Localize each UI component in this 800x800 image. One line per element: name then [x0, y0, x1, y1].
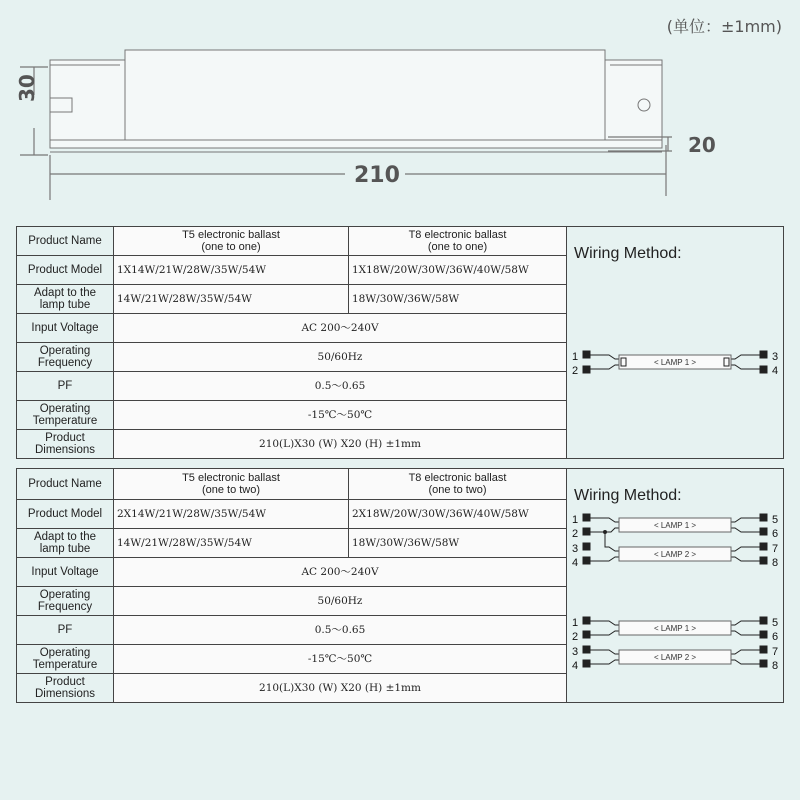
- spec-table-one-to-one: [16, 226, 567, 459]
- svg-text:1: 1: [572, 514, 579, 526]
- unit-note: (单位：±1mm): [666, 17, 782, 36]
- product-name-label: Product Name: [17, 469, 114, 500]
- lamp-2-label: < LAMP 2 >: [653, 550, 697, 559]
- svg-text:3: 3: [572, 646, 579, 658]
- operating-frequency-label: Operating Frequency: [17, 587, 114, 616]
- wiring-variant-b: [572, 617, 778, 672]
- spec-block-one-to-one: [16, 226, 784, 459]
- svg-text:4: 4: [572, 660, 579, 672]
- input-voltage-label: Input Voltage: [17, 558, 114, 587]
- spec-table-one-to-two: [16, 468, 567, 703]
- t8-adapt-value: 18W/30W/36W/58W: [349, 529, 567, 558]
- product-dimensions-value: 210(L)X30 (W) X20 (H) ±1mm: [114, 674, 567, 703]
- product-model-label: Product Model: [17, 500, 114, 529]
- operating-frequency-value: 50/60Hz: [114, 587, 567, 616]
- input-voltage-label: Input Voltage: [17, 314, 114, 343]
- t5-header: T5 electronic ballast (one to one): [114, 227, 349, 256]
- product-model-label: Product Model: [17, 256, 114, 285]
- pf-value: 0.5～0.65: [114, 616, 567, 645]
- length-dimension-label: 210: [354, 163, 400, 188]
- svg-text:3: 3: [572, 543, 579, 555]
- pf-label: PF: [17, 616, 114, 645]
- wiring-method-title: Wiring Method:: [574, 487, 682, 504]
- t8-adapt-value: 18W/30W/36W/58W: [349, 285, 567, 314]
- t5-adapt-value: 14W/21W/28W/35W/54W: [114, 285, 349, 314]
- input-voltage-value: AC 200～240V: [114, 314, 567, 343]
- operating-temperature-label: Operating Temperature: [17, 645, 114, 674]
- svg-text:7: 7: [772, 646, 779, 658]
- operating-frequency-value: 50/60Hz: [114, 343, 567, 372]
- product-name-label: Product Name: [17, 227, 114, 256]
- svg-text:8: 8: [772, 660, 779, 672]
- pf-value: 0.5～0.65: [114, 372, 567, 401]
- input-voltage-value: AC 200～240V: [114, 558, 567, 587]
- svg-text:2: 2: [572, 528, 579, 540]
- svg-text:1: 1: [572, 617, 579, 629]
- lamp-1-label: < LAMP 1 >: [653, 624, 697, 633]
- svg-text:4: 4: [572, 557, 579, 569]
- t5-model-value: 1X14W/21W/28W/35W/54W: [114, 256, 349, 285]
- pin-4: 4: [772, 365, 779, 377]
- t5-header: T5 electronic ballast (one to two): [114, 469, 349, 500]
- lamp-2-label: < LAMP 2 >: [653, 653, 697, 662]
- operating-frequency-label: Operating Frequency: [17, 343, 114, 372]
- ballast-dimension-drawing: [0, 0, 800, 210]
- wiring-panel-one-to-one: [567, 226, 784, 459]
- t8-header: T8 electronic ballast (one to one): [349, 227, 567, 256]
- lamp-1-label: < LAMP 1 >: [653, 358, 697, 367]
- t8-model-value: 1X18W/20W/30W/36W/40W/58W: [349, 256, 567, 285]
- product-dimensions-label: Product Dimensions: [17, 430, 114, 459]
- wiring-diagram-one-to-two: [567, 469, 785, 702]
- svg-text:8: 8: [772, 557, 779, 569]
- product-dimensions-value: 210(L)X30 (W) X20 (H) ±1mm: [114, 430, 567, 459]
- wiring-diagram-one-to-one: [567, 227, 785, 458]
- wiring-variant-a: [572, 514, 778, 569]
- pin-1: 1: [572, 351, 579, 363]
- svg-text:7: 7: [772, 543, 779, 555]
- adapt-lamp-label: Adapt to the lamp tube: [17, 285, 114, 314]
- operating-temperature-value: -15℃～50℃: [114, 401, 567, 430]
- pin-3: 3: [772, 351, 779, 363]
- t5-model-value: 2X14W/21W/28W/35W/54W: [114, 500, 349, 529]
- wiring-method-title: Wiring Method:: [574, 245, 682, 262]
- t5-adapt-value: 14W/21W/28W/35W/54W: [114, 529, 349, 558]
- product-dimensions-label: Product Dimensions: [17, 674, 114, 703]
- wiring-panel-one-to-two: [567, 468, 784, 703]
- adapt-lamp-label: Adapt to the lamp tube: [17, 529, 114, 558]
- spec-block-one-to-two: [16, 468, 784, 703]
- pf-label: PF: [17, 372, 114, 401]
- ballast-outline: [50, 50, 662, 152]
- svg-text:5: 5: [772, 514, 779, 526]
- t8-model-value: 2X18W/20W/30W/36W/40W/58W: [349, 500, 567, 529]
- svg-text:6: 6: [772, 631, 779, 643]
- svg-text:2: 2: [572, 631, 579, 643]
- height-dimension-label: 30: [15, 74, 39, 102]
- svg-text:5: 5: [772, 617, 779, 629]
- operating-temperature-value: -15℃～50℃: [114, 645, 567, 674]
- lamp-1-label: < LAMP 1 >: [653, 521, 697, 530]
- svg-text:6: 6: [772, 528, 779, 540]
- operating-temperature-label: Operating Temperature: [17, 401, 114, 430]
- pin-2: 2: [572, 365, 579, 377]
- t8-header: T8 electronic ballast (one to two): [349, 469, 567, 500]
- width-dimension-label: 20: [688, 133, 716, 157]
